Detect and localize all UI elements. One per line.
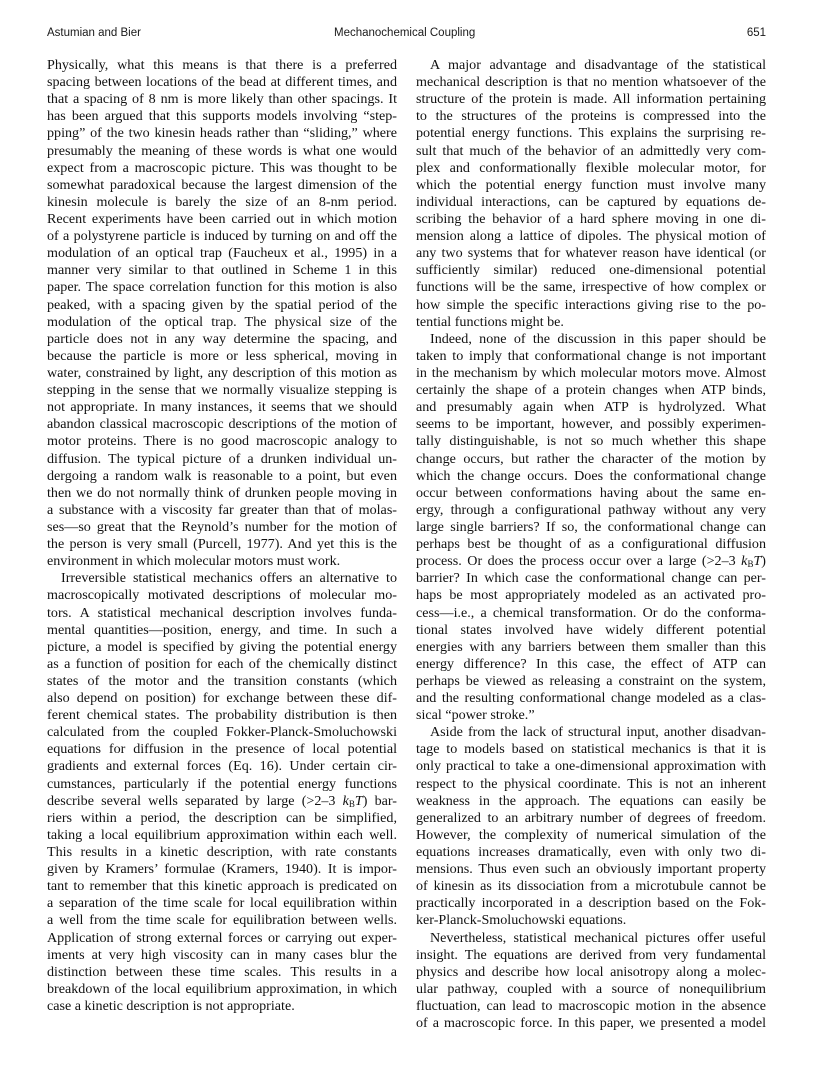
running-head-title: Mechanochemical Coupling [334, 27, 476, 39]
text-line: the person is very small (Purcell, 1977). And yet this is the [47, 536, 397, 553]
left-text-column [47, 57, 397, 1015]
text-line: stepping in the sense that we normally visualize stepping is [47, 382, 397, 399]
text-line: sult that much of the behavior of an admittedly very com- [416, 142, 766, 159]
text-line: mental quantities—position, energy, and time. In such a [47, 621, 397, 638]
text-line: how simple the specific interactions giving rise to the po- [416, 296, 766, 313]
text-line: not appropriate. In many instances, it seems that we should [47, 399, 397, 416]
text-line: dergoing a random walk is reasonable to a point, but even [47, 467, 397, 484]
text-line: kinesin molecule is barely the size of an 8-nm period. [47, 193, 397, 210]
text-line: that a spacing of 8 nm is more likely than other spacings. It [47, 91, 397, 108]
text-line: respect to the physical coordinate. This is not an inherent [416, 775, 766, 792]
text-line: taken to imply that conformational change is not important [416, 347, 766, 364]
running-head [47, 27, 766, 43]
text-line: mension along a lattice of dipoles. The physical motion of [416, 228, 766, 245]
text-line: spacing between locations of the bead at different times, and [47, 74, 397, 91]
text-line: scribing the behavior of a hard sphere moving in one di- [416, 210, 766, 227]
text-line: Physically, what this means is that there is a preferred [47, 57, 397, 73]
text-line: insight. The equations are derived from very fundamental [416, 946, 766, 963]
text-line: energies with any barriers between them smaller than this [416, 638, 766, 655]
text-line: paper. The space correlation function for this motion is also [47, 279, 397, 296]
text-line: of a macroscopic force. In this paper, we presented a model [416, 1015, 766, 1032]
text-line: manner very similar to that outlined in Scheme 1 in this [47, 262, 397, 279]
text-line: energy difference? In this case, the effect of ATP can [416, 655, 766, 672]
text-line: Irreversible statistical mechanics offers an alternative to [61, 570, 397, 587]
text-line: diffusion. The typical picture of a drunken individual un- [47, 450, 397, 467]
text-line: calculated from the coupled Fokker-Planck-Smoluchowski [47, 724, 397, 741]
text-line: ular pathway, coupled with a source of nonequilibrium [416, 980, 766, 997]
text-line: tally distinguishable, is not so much whether this shape [416, 433, 766, 450]
text-line: of kinesin as its dissociation from a microtubule cannot be [416, 878, 766, 895]
text-line: of a polystyrene particle is induced by turning on and off the [47, 228, 397, 245]
page-number: 651 [746, 27, 766, 39]
text-line: physics and describe how local anisotropy along a molec- [416, 963, 766, 980]
text-line: motor proteins. There is no good macroscopic analogy to [47, 433, 397, 450]
text-line: tional states involved have widely different potential [416, 621, 766, 638]
text-line: weakness in the approach. The equations can easily be [416, 792, 766, 809]
text-line: ferent chemical states. The probability distribution is then [47, 707, 397, 724]
text-line: a substance with a viscosity far greater than that of molas- [47, 501, 397, 518]
text-line: individual interactions, can be captured by equations de- [416, 193, 766, 210]
text-line: taking a local equilibrium approximation within each well. [47, 826, 397, 843]
text-line: describe several wells separated by large (>2–3 $k_BT$) bar- [47, 792, 397, 809]
text-line: riers within a period, the description can be simplified, [47, 809, 397, 826]
text-line: However, the complexity of numerical simulation of the [416, 826, 766, 843]
text-line: change occurs, but rather the character of the motion by [416, 450, 766, 467]
text-line: equations for diffusion in the presence of local potential [47, 741, 397, 758]
text-line: Application of strong external forces or carrying out exper- [47, 929, 397, 946]
text-line: mechanical description is that no mention whatsoever of the [416, 74, 766, 91]
text-line: haps be most appropriately modeled as an activated pro- [416, 587, 766, 604]
text-line: tential functions might be. [416, 313, 564, 330]
text-line: tors. A statistical mechanical description involves funda- [47, 604, 397, 621]
text-line: to the structures of the proteins is compressed into the [416, 108, 766, 125]
text-line: practically incorporated in a description based on the Fok- [416, 895, 766, 912]
text-line: perhaps be viewed as releasing a constraint on the system, [416, 672, 766, 689]
text-line: any two systems that for whatever reason have identical (or [416, 245, 766, 262]
text-line: states of the motor and the transition constants (which [47, 672, 397, 689]
text-line: seems to be important, however, and possibly experimen- [416, 416, 766, 433]
text-line: Aside from the lack of structural input, another disadvan- [430, 724, 766, 741]
text-line: ses—so great that the Reynold’s number for the motion of [47, 518, 397, 535]
text-line: gradients and external forces (Eq. 16). Under certain cir- [47, 758, 397, 775]
text-line: a well from the time scale for equilibration between wells. [47, 912, 397, 929]
right-text-column [416, 57, 766, 1032]
text-line: a separation of the time scale for local equilibration within [47, 895, 397, 912]
text-line: tage to models based on statistical mechanics is that it is [416, 741, 766, 758]
text-line: large single barriers? If so, the conformational change can [416, 518, 766, 535]
text-line: modulation of the optical trap. The physical size of the [47, 313, 397, 330]
text-line: macroscopically motivated descriptions of molecular mo- [47, 587, 397, 604]
text-line: equations increases dramatically, even with only two di- [416, 844, 766, 861]
text-line: certainly the shape of a protein changes when ATP binds, [416, 382, 766, 399]
text-line: and the resulting conformational change modeled as a clas- [416, 690, 766, 707]
text-line: Recent experiments have been carried out in which motion [47, 210, 397, 227]
text-line: modulation of an optical trap (Faucheux et al., 1995) in a [47, 245, 397, 262]
text-line: then we do not normally think of drunken people moving in [47, 484, 397, 501]
text-line: as a function of position for each of the chemically distinct [47, 655, 397, 672]
text-line: and presumably again when ATP is hydrolyzed. What [416, 399, 766, 416]
text-line: tant to remember that this kinetic approach is predicated on [47, 878, 397, 895]
text-line: because the particle is more or less spherical, moving in [47, 347, 397, 364]
text-line: Nevertheless, statistical mechanical pictures offer useful [430, 929, 766, 946]
text-line: particle does not in any way determine the spacing, and [47, 330, 397, 347]
text-line: case a kinetic description is not appropriate. [47, 998, 295, 1015]
text-line: in the mechanism by which molecular motors move. Almost [416, 364, 766, 381]
text-line: distinction between these time scales. This results in a [47, 963, 397, 980]
text-line: sical “power stroke.” [416, 707, 535, 724]
text-line: potential energy functions. This explains the surprising re- [416, 125, 766, 142]
text-line: functions will be the same, irrespective of how complex or [416, 279, 766, 296]
running-head-authors: Astumian and Bier [47, 27, 141, 39]
text-line: A major advantage and disadvantage of the statistical [430, 57, 766, 73]
text-line: ker-Planck-Smoluchowski equations. [416, 912, 627, 929]
text-line: which the potential energy function must involve many [416, 176, 766, 193]
text-line: environment in which molecular motors must work. [47, 553, 341, 570]
text-line: generalized to an arbitrary number of degrees of freedom. [416, 809, 766, 826]
text-line: somewhat paradoxical because the largest dimension of the [47, 176, 397, 193]
text-line: also depend on position) for exchange between these dif- [47, 690, 397, 707]
text-line: Indeed, none of the discussion in this paper should be [430, 330, 766, 347]
text-line: structure of the protein is made. All information pertaining [416, 91, 766, 108]
text-line: fluctuation, can lead to macroscopic motion in the absence [416, 998, 766, 1015]
text-line: process. Or does the process occur over a large (>2–3 $k_BT$) [416, 553, 766, 570]
text-line: breakdown of the local equilibrium approximation, in which [47, 980, 397, 997]
text-line: perhaps best be thought of as a configurational diffusion [416, 536, 766, 553]
text-line: cumstances, particularly if the potential energy functions [47, 775, 397, 792]
text-line: given by Kramers’ formulae (Kramers, 1940). It is impor- [47, 861, 397, 878]
text-line: peaked, with a spacing given by the spatial period of the [47, 296, 397, 313]
text-line: only practical to take a one-dimensional approximation with [416, 758, 766, 775]
text-line: This results in a kinetic description, with rate constants [47, 844, 397, 861]
text-line: mensions. Thus even such an obviously important property [416, 861, 766, 878]
text-line: expect from a macroscopic picture. This was thought to be [47, 159, 397, 176]
text-line: cess—i.e., a chemical transformation. Or do the conforma- [416, 604, 766, 621]
text-line: occur between conformations having about the same en- [416, 484, 766, 501]
text-line: plex and conformationally flexible molecular motor, for [416, 159, 766, 176]
text-line: has been argued that this supports models involving “step- [47, 108, 397, 125]
text-line: which the change occurs. Does the conformational change [416, 467, 766, 484]
text-line: picture, a model is specified by giving the potential energy [47, 638, 397, 655]
text-line: ergy, through a configurational pathway without any very [416, 501, 766, 518]
text-line: pping” of the two kinesin heads rather than “sliding,” where [47, 125, 397, 142]
text-line: water, constrained by light, any description of this motion as [47, 364, 397, 381]
text-line: barrier? In which case the conformational change can per- [416, 570, 766, 587]
text-line: sufficiently similar) reduced one-dimensional potential [416, 262, 766, 279]
text-line: abandon classical macroscopic descriptions of the motion of [47, 416, 397, 433]
text-line: presumably the meaning of these words is what one would [47, 142, 397, 159]
text-line: iments at very high viscosity can in many cases blur the [47, 946, 397, 963]
